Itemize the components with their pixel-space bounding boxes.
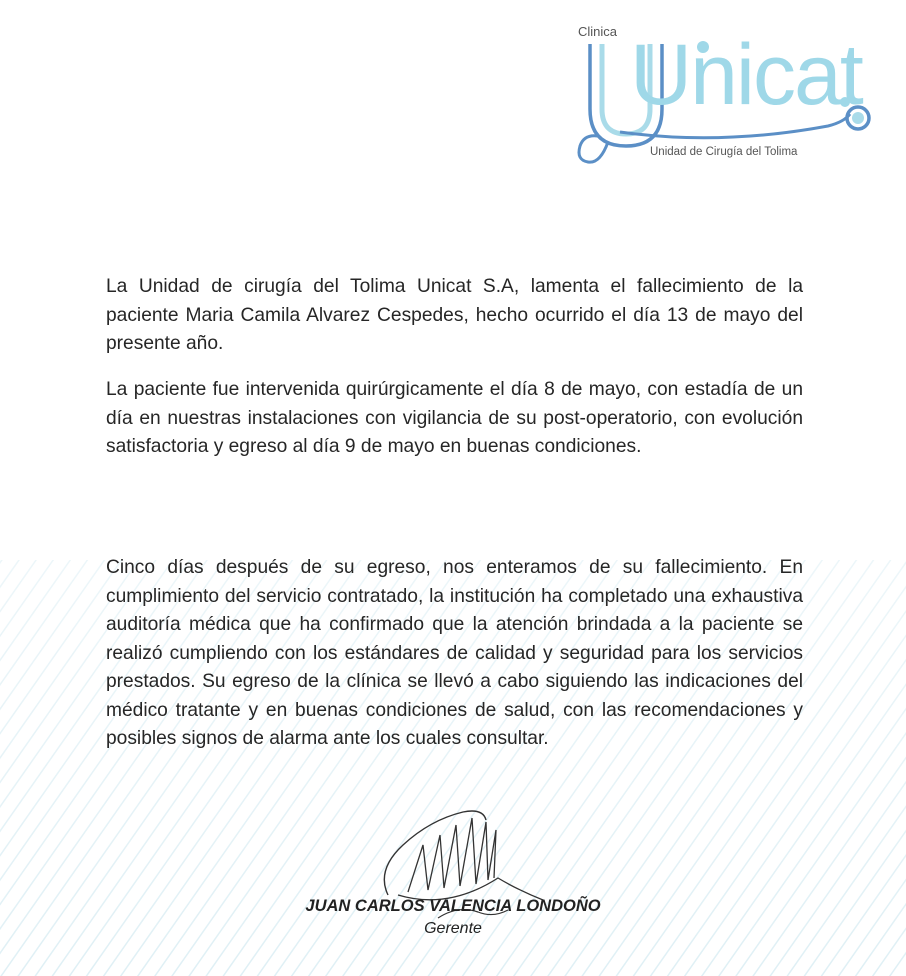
handwritten-signature	[368, 800, 558, 940]
paragraph-1: La Unidad de cirugía del Tolima Unicat S.A, lamenta el fallecimiento de la paciente Maria Camila Alvarez Cespedes, hecho ocurrido el día 13 de mayo del presente año.	[106, 276, 803, 355]
paragraph-3: Cinco días después de su egreso, nos enteramos de su fallecimiento. En cumplimiento del servicio contratado, la institución ha completado una exhaustiva auditoría médica que ha confirmado que la atención brindada a la paciente se realizó cumpliendo con los estándares de calidad y seguridad para los servicios prestados. Su egreso de la clínica se llevó a cabo siguiendo las indicaciones del médico tratante y en buenas condiciones de salud, con las recomendaciones y posibles signos de alarma ante los cuales consultar.	[106, 557, 803, 750]
logo-wordmark: Unicat	[630, 27, 862, 123]
logo-subtitle: Unidad de Cirugía del Tolima	[650, 146, 798, 158]
signer-title: Gerente	[424, 920, 482, 937]
signer-name: JUAN CARLOS VALENCIA LONDOÑO	[305, 897, 601, 915]
paragraph-2: La paciente fue intervenida quirúrgicamente el día 8 de mayo, con estadía de un día en nuestras instalaciones con vigilancia de su post-operatorio, con evolución satisfactoria y egreso al día 9 de mayo en buenas condiciones.	[106, 379, 803, 458]
logo-clinica-label: Clinica	[578, 24, 618, 39]
clinic-logo	[560, 14, 890, 174]
